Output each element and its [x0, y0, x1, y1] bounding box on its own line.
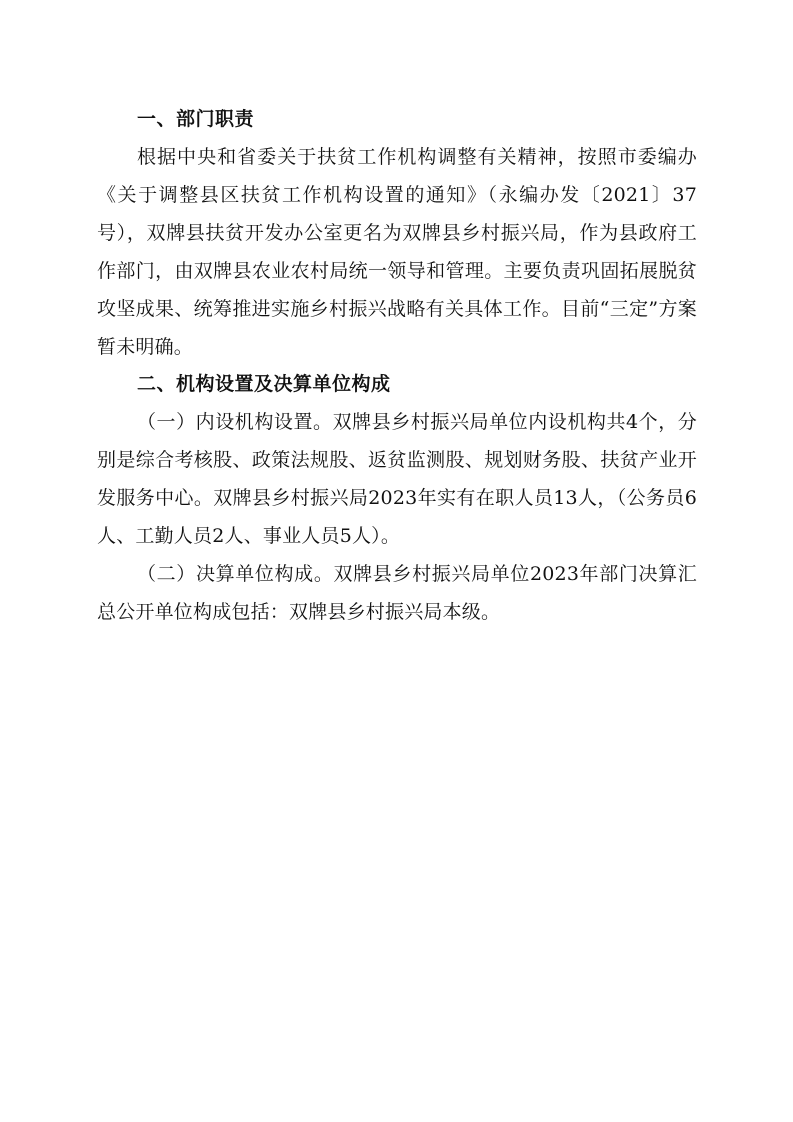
paragraph-duties: 根据中央和省委关于扶贫工作机构调整有关精神，按照市委编办《关于调整县区扶贫工作机构设置的通知》（永编办发〔2021〕37号），双牌县扶贫开发办公室更名为双牌县乡村振兴局，作为县政府工作部门，由双牌县农业农村局统一领导和管理。主要负责巩固拓展脱贫攻坚成果、统筹推进实施乡村振兴战略有关具体工作。目前“三定”方案暂未明确。: [97, 146, 697, 358]
document-body: [97, 101, 697, 631]
section-heading-duties: 一、部门职责: [137, 108, 255, 130]
paragraph-accounting-units: （二）决算单位构成。双牌县乡村振兴局单位2023年部门决算汇总公开单位构成包括：双牌县乡村振兴局本级。: [97, 563, 697, 623]
section-heading-organization: 二、机构设置及决算单位构成: [137, 373, 391, 395]
paragraph-internal-structure: （一）内设机构设置。双牌县乡村振兴局单位内设机构共4个，分别是综合考核股、政策法规股、返贫监测股、规划财务股、扶贫产业开发服务中心。双牌县乡村振兴局2023年实有在职人员13人，（公务员6人、工勤人员2人、事业人员5人）。: [97, 411, 697, 547]
